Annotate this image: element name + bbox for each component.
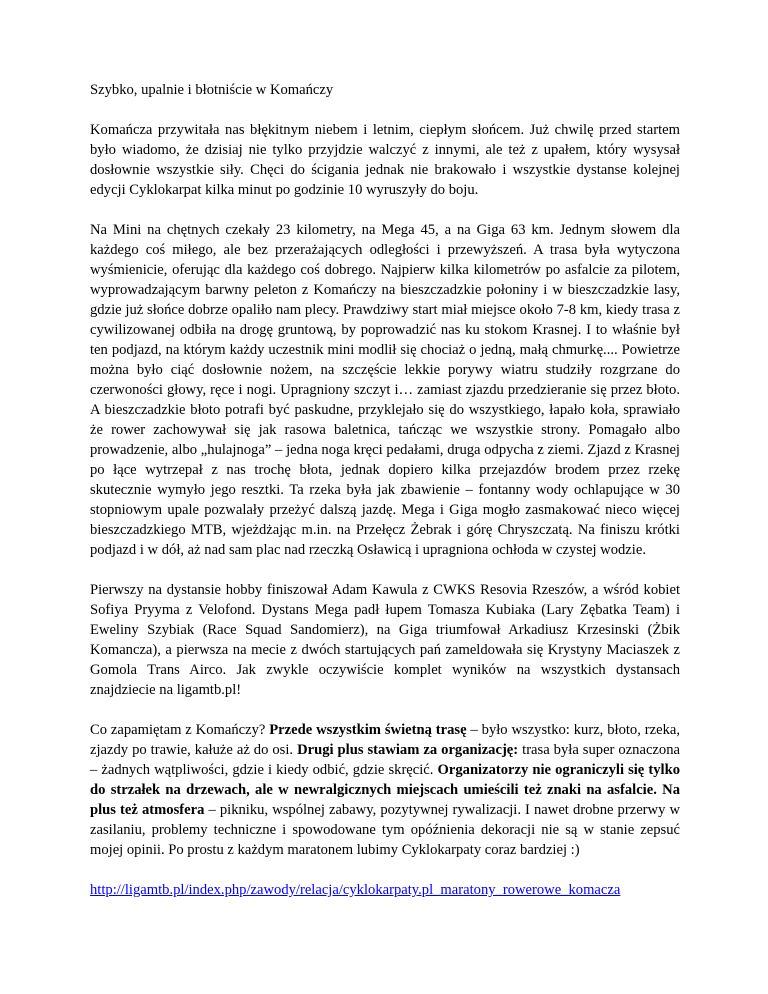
summary-bold-2: Drugi plus stawiam za organizację: bbox=[297, 742, 519, 758]
article-title: Szybko, upalnie i błotniście w Komańczy bbox=[90, 82, 334, 98]
summary-bold-1: Przede wszystkim świetną trasę bbox=[269, 722, 467, 738]
paragraph-results: Pierwszy na dystansie hobby finiszował Adam Kawula z CWKS Resovia Rzeszów, a wśród kobiet Sofiya Pryyma z Velofond. Dystans Mega padł łupem Tomasza Kubiaka (Lary Zębatka Team) i Eweliny Szybiak (Race Squad Sandomierz), na Giga triumfował Arkadiusz Krzesinski (Żbik Komancza), a pierwsza na mecie z dwóch startujących pań zameldowała się Krystyny Maciaszek z Gomola Trans Airco. Jak zwykle oczywiście komplet wyników na wszystkich dystansach znajdziecie na ligamtb.pl! bbox=[90, 582, 680, 698]
summary-bold-3: Organizatorzy nie ograniczyli się tylko do strzałek na drzewach, ale w newralgicznych miejscach umieścili też znaki na asfalcie. Na plus też atmosfera bbox=[90, 762, 680, 818]
summary-text-1: Co zapamiętam z Komańczy? bbox=[90, 722, 270, 738]
summary-text-4: – pikniku, wspólnej zabawy, pozytywnej rywalizacji. I nawet drobne przerwy w zasilaniu, problemy techniczne i spowodowane tym opóźnienia dekoracji nie są w stanie zepsuć mojej opinii. Po prostu z każdym maratonem lubimy Cyklokarpaty coraz bardziej :) bbox=[90, 802, 680, 858]
paragraph-route: Na Mini na chętnych czekały 23 kilometry, na Mega 45, a na Giga 63 km. Jednym słowem dla każdego coś miłego, ale bez przerażających odległości i przewyższeń. A trasa była wytyczona wyśmienicie, oferując dla każdego coś dobrego. Najpierw kilka kilometrów po asfalcie za pilotem, wyprowadzającym barwny peleton z Komańczy na bieszczadzkie połoniny i w bieszczadzkie lasy, gdzie już słońce dobrze opaliło nam plecy. Prawdziwy start miał miejsce około 7-8 km, kiedy trasa z cywilizowanej odbiła na drogę gruntową, by poprowadzić nas ku stokom Krasnej. I to właśnie był ten podjazd, na którym każdy uczestnik mini modlił się chociaż o jedną, małą chmurkę.... Powietrze można było ciąć dosłownie nożem, na szczęście lekkie porywy wiatru studziły rozgrzane do czerwoności głowy, ręce i nogi. Upragniony szczyt i… zamiast zjazdu przedzieranie się przez błoto. A bieszczadzkie błoto potrafi być paskudne, przyklejało się do wszystkiego, łapało koła, sprawiało że rower zachowywał się jak rasowa baletnica, tańcząc we wszystkie strony. Pomagało albo prowadzenie, albo „hulajnoga” – jedna noga kręci pedałami, druga odpycha z ziemi. Zjazd z Krasnej po łące wytrzepał z nas trochę błota, jednak dopiero kilka przejazdów brodem przez rzekę skutecznie wymyło jego resztki. Ta rzeka była jak zbawienie – fontanny wody ochlapujące w 30 stopniowym upale pozwalały przeżyć dalszą jazdę. Mega i Giga mogło zasmakować nieco więcej bieszczadzkiego MTB, wjeżdżając m.in. na Przełęcz Żebrak i górę Chryszczatą. Na finiszu krótki podjazd i w dół, aż nad sam plac nad rzeczką Osławicą i upragniona ochłoda w czystej wodzie. bbox=[90, 222, 680, 558]
document-page bbox=[90, 80, 680, 920]
summary-text-2: – było wszystko: kurz, błoto, rzeka, zjazdy po trawie, kałuże aż do osi. bbox=[90, 722, 680, 758]
paragraph-summary bbox=[90, 720, 680, 860]
paragraph-intro: Komańcza przywitała nas błękitnym niebem i letnim, ciepłym słońcem. Już chwilę przed startem było wiadomo, że dzisiaj nie tylko przyjdzie walczyć z innymi, ale też z upałem, który wysysał dosłownie wszystkie siły. Chęci do ścigania jednak nie brakowało i wszystkie dystanse kolejnej edycji Cyklokarpat kilka minut po godzinie 10 wyruszyły do boju. bbox=[90, 122, 680, 198]
results-link[interactable]: http://ligamtb.pl/index.php/zawody/relacja/cyklokarpaty.pl_maratony_rowerowe_komacza bbox=[90, 882, 621, 898]
summary-text-3: trasa była super oznaczona – żadnych wątpliwości, gdzie i kiedy odbić, gdzie skręcić. bbox=[90, 742, 680, 778]
link-paragraph bbox=[90, 880, 680, 900]
